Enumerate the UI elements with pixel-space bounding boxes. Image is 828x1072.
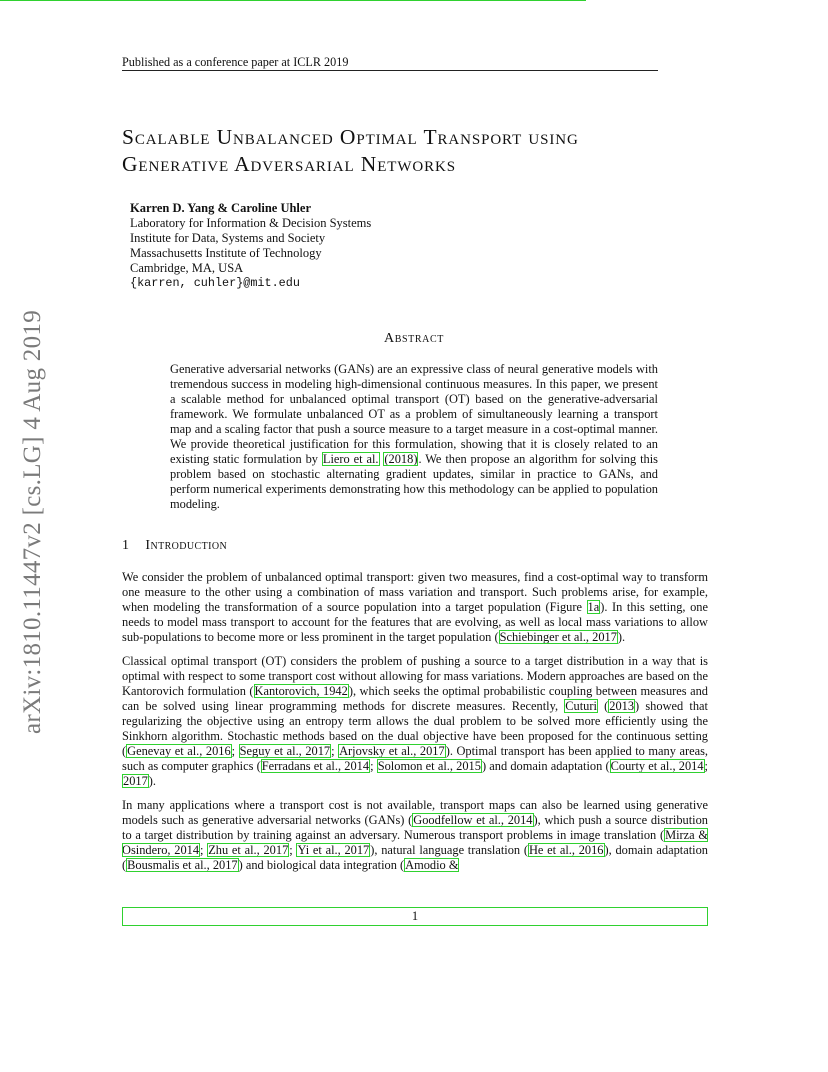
- section-title: Introduction: [145, 538, 228, 553]
- text-run: ), which seeks the optimal probabilistic coupling between measures and can be solved using linear programming methods for discrete measures. Recently,: [122, 684, 708, 713]
- citation-link[interactable]: Schiebinger et al., 2017: [499, 630, 617, 644]
- text-run: In many applications where a transport cost is not available, transport maps can also be learned using generative models such as generative adversarial networks (GANs) (: [122, 798, 708, 827]
- citation-link[interactable]: Seguy et al., 2017: [239, 744, 331, 758]
- citation-link[interactable]: He et al., 2016: [528, 843, 604, 857]
- link-border-top: [0, 0, 586, 1]
- citation-link[interactable]: Cuturi: [565, 699, 597, 713]
- abstract-text-b: . We then propose an algorithm for solving this problem based on stochastic alternating gradient updates, similar in practice to GANs, and perform numerical experiments demonstrating how this methodology can be applied to population modeling.: [170, 452, 658, 511]
- citation-link[interactable]: Solomon et al., 2015: [377, 759, 481, 773]
- page-number-link[interactable]: [122, 907, 708, 926]
- author-block: [130, 201, 371, 291]
- text-run: ) and biological data integration (: [238, 858, 405, 872]
- arxiv-sidebar: [16, 288, 50, 756]
- affiliation-line: Cambridge, MA, USA: [130, 261, 244, 275]
- text-run: ). Optimal transport has been applied to many areas, such as computer graphics (: [122, 744, 708, 773]
- author-email: {karren, cuhler}@mit.edu: [130, 276, 300, 290]
- title-line-2: Generative Adversarial Networks: [122, 152, 457, 176]
- citation-link[interactable]: Kantorovich, 1942: [254, 684, 348, 698]
- section-heading: [122, 538, 227, 554]
- citation-link[interactable]: (2018): [384, 452, 418, 466]
- text-run: ) and domain adaptation (: [481, 759, 610, 773]
- text-run: ), which push a source distribution to a target distribution by training against an adversary. Numerous transport problems in image translation (: [122, 813, 708, 842]
- abstract-text-a: Generative adversarial networks (GANs) are an expressive class of neural generative models with tremendous success in modeling high-dimensional continuous measures. In this paper, we present a scalable method for unbalanced optimal transport (OT) based on the generative-adversarial framework. We formulate unbalanced OT as a problem of simultaneously learning a transport map and a scaling factor that push a source measure to a target measure in a cost-optimal manner. We provide theoretical justification for this formulation, showing that it is closely related to an existing static formulation by: [170, 362, 658, 466]
- author-names: Karren D. Yang & Caroline Uhler: [130, 201, 312, 215]
- citation-link[interactable]: 2013: [609, 699, 635, 713]
- header-rule: [122, 70, 658, 71]
- text-run: ).: [617, 630, 626, 644]
- conference-header: Published as a conference paper at ICLR 2019: [122, 55, 349, 69]
- citation-link[interactable]: Liero et al.: [322, 452, 379, 466]
- text-run: ). In this setting, one needs to model mass transport to account for the features that are evolving, as well as local mass variations to allow sub-populations to become more or less prominent in the target population (: [122, 600, 708, 644]
- text-run: Classical optimal transport (OT) considers the problem of pushing a source to a target distribution in a way that is optimal with respect to some transport cost without allowing for mass variations. Modern approaches are based on the Kantorovich formulation (: [122, 654, 708, 698]
- page-number: 1: [411, 909, 419, 923]
- text-run: ), domain adaptation (: [122, 843, 708, 872]
- section-number: 1: [122, 538, 130, 553]
- text-run: ) showed that regularizing the objective using an entropy term allows the dual problem to be solved more efficiently using the Sinkhorn algorithm. Stochastic methods based on the dual objective have been proposed for the continuous setting (: [122, 699, 708, 758]
- section-body: [122, 570, 708, 882]
- citation-link[interactable]: Amodio &: [405, 858, 459, 872]
- paragraph: Classical optimal transport (OT) considers the problem of pushing a source to a target distribution in a way that is optimal with respect to some transport cost without allowing for mass variations. Modern approaches are based on the Kantorovich formulation (Kantorovich, 1942), which seeks the optimal probabilistic coupling between measures and can be solved using linear programming methods for discrete measures. Recently, Cuturi (2013) showed that regularizing the objective using an entropy term allows the dual problem to be solved more efficiently using the Sinkhorn algorithm. Stochastic methods based on the dual objective have been proposed for the continuous setting (Genevay et al., 2016; Seguy et al., 2017; Arjovsky et al., 2017). Optimal transport has been applied to many areas, such as computer graphics (Ferradans et al., 2014; Solomon et al., 2015) and domain adaptation (Courty et al., 2014; 2017).: [122, 654, 708, 788]
- citation-link[interactable]: Mirza & Osindero, 2014: [122, 828, 709, 857]
- abstract-heading: Abstract: [384, 331, 444, 346]
- citation-link[interactable]: Genevay et al., 2016: [127, 744, 231, 758]
- paragraph: [122, 570, 708, 645]
- affiliation-line: Institute for Data, Systems and Society: [130, 231, 326, 245]
- title-line-1: Scalable Unbalanced Optimal Transport using: [122, 125, 579, 149]
- citation-link[interactable]: Yi et al., 2017: [297, 843, 370, 857]
- citation-link[interactable]: Goodfellow et al., 2014: [413, 813, 533, 827]
- text-run: (: [597, 699, 609, 713]
- text-run: ).: [148, 774, 157, 788]
- text-run: ), natural language translation (: [370, 843, 528, 857]
- citation-link[interactable]: Zhu et al., 2017: [208, 843, 289, 857]
- arxiv-id-label: arXiv:1810.11447v2 [cs.LG] 4 Aug 2019: [19, 309, 47, 735]
- affiliation-line: Massachusetts Institute of Technology: [130, 246, 322, 260]
- citation-link[interactable]: Arjovsky et al., 2017: [339, 744, 445, 758]
- citation-link[interactable]: Courty et al., 2014: [610, 759, 704, 773]
- abstract-text: [170, 362, 658, 512]
- paragraph: In many applications where a transport cost is not available, transport maps can also be learned using generative models such as generative adversarial networks (GANs) (Goodfellow et al., 2014), which push a source distribution to a target distribution by training against an adversary. Numerous transport problems in image translation (Mirza & Osindero, 2014; Zhu et al., 2017; Yi et al., 2017), natural language translation (He et al., 2016), domain adaptation (Bousmalis et al., 2017) and biological data integration (Amodio &: [122, 798, 709, 872]
- text-run: We consider the problem of unbalanced optimal transport: given two measures, find a cost-optimal way to transform one measure to the other using a combination of mass variation and transport. Such problems arise, for example, when modeling the transformation of a source population into a target population (Figure: [122, 570, 708, 614]
- citation-link[interactable]: 2017: [123, 774, 148, 788]
- figure-link[interactable]: 1a: [587, 600, 600, 614]
- citation-link[interactable]: Bousmalis et al., 2017: [127, 858, 238, 872]
- citation-link[interactable]: Ferradans et al., 2014: [261, 759, 370, 773]
- paper-title: [122, 124, 708, 178]
- affiliation-line: Laboratory for Information & Decision Systems: [130, 216, 372, 230]
